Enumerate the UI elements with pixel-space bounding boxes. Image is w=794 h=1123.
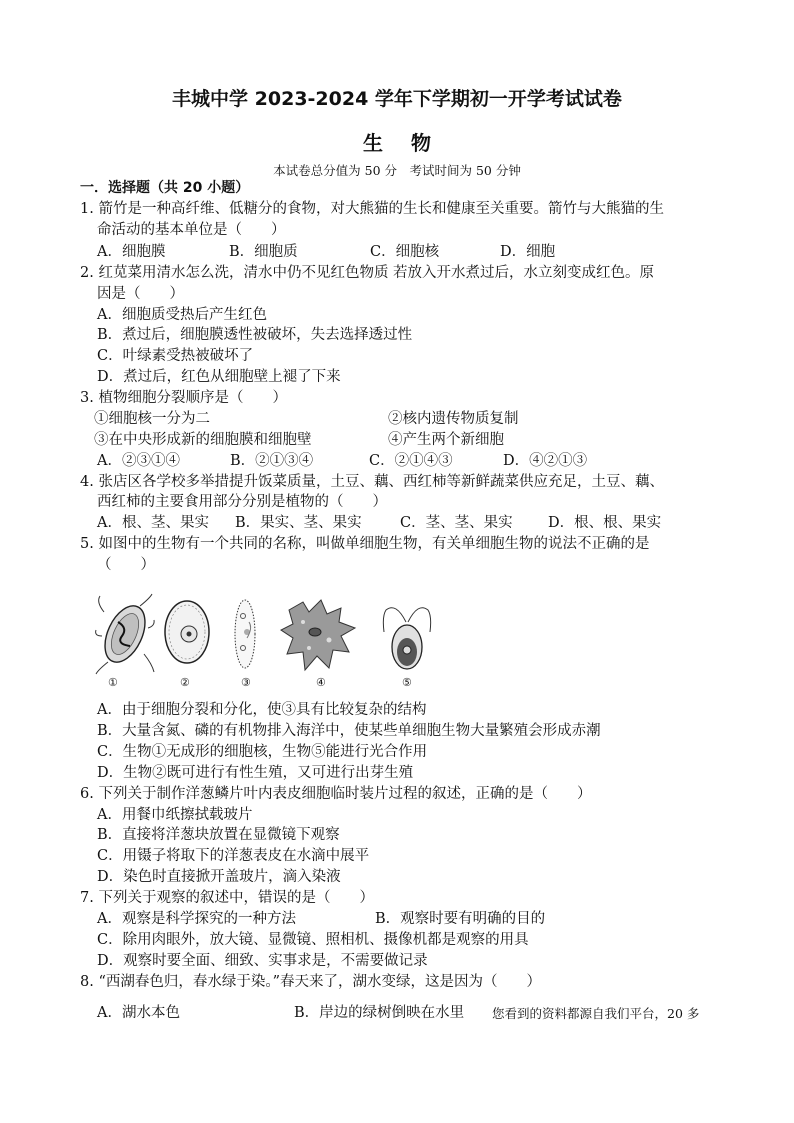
q2-option-d: D．煮过后，红色从细胞壁上褪了下来 [97, 369, 341, 385]
question-5-text: 5. 如图中的生物有一个共同的名称，叫做单细胞生物，有关单细胞生物的说法不正确的是 [80, 536, 650, 552]
q2-option-c: C．叶绿素受热被破坏了 [97, 348, 254, 364]
q3-option-c: C．②①④③ [369, 453, 453, 469]
bacterium-illustration [94, 592, 156, 676]
q7-option-a: A．观察是科学探究的一种方法 [97, 911, 296, 927]
chlamydomonas-illustration [382, 592, 432, 676]
q4-option-c: C．茎、茎、果实 [400, 515, 513, 531]
q8-option-b: B．岸边的绿树倒映在水里 [294, 1005, 465, 1021]
q6-option-c: C．用镊子将取下的洋葱表皮在水滴中展平 [97, 848, 370, 864]
q5-option-d: D．生物②既可进行有性生殖，又可进行出芽生殖 [97, 765, 414, 781]
question-1-text-cont: 命活动的基本单位是（ ） [97, 222, 286, 238]
q2-option-b: B．煮过后，细胞膜透性被破坏，失去选择透过性 [97, 327, 413, 343]
q3-option-a: A．②③①④ [97, 453, 180, 469]
q8-option-a: A．湖水本色 [97, 1005, 180, 1021]
q3-step-1: ①细胞核一分为二 [94, 411, 210, 427]
figure-label-5: ⑤ [402, 676, 412, 689]
question-5-text-cont: （ ） [97, 557, 155, 573]
q3-option-d: D．④②①③ [503, 453, 588, 469]
organisms-figure [94, 592, 434, 692]
amoeba-illustration [279, 592, 359, 676]
question-7-text: 7. 下列关于观察的叙述中，错误的是（ ） [80, 890, 374, 906]
q6-option-b: B．直接将洋葱块放置在显微镜下观察 [97, 827, 340, 843]
q3-option-b: B．②①③④ [230, 453, 314, 469]
question-4-text-cont: 西红柿的主要食用部分分别是植物的（ ） [97, 494, 387, 510]
q3-step-4: ④产生两个新细胞 [388, 432, 504, 448]
q4-option-a: A．根、茎、果实 [97, 515, 209, 531]
q3-step-2: ②核内遗传物质复制 [388, 411, 519, 427]
exam-title: 丰城中学 2023-2024 学年下学期初一开学考试试卷 [172, 88, 622, 110]
question-1-text: 1. 箭竹是一种高纤维、低糖分的食物，对大熊猫的生长和健康至关重要。箭竹与大熊猫的生 [80, 201, 664, 217]
subject-title: 生物 [363, 131, 459, 155]
q6-option-a: A．用餐巾纸擦拭载玻片 [97, 807, 253, 823]
figure-label-1: ① [108, 676, 118, 689]
q5-option-a: A．由于细胞分裂和分化，使③具有比较复杂的结构 [97, 702, 427, 718]
q2-option-a: A．细胞质受热后产生红色 [97, 307, 267, 323]
q4-option-b: B．果实、茎、果实 [235, 515, 362, 531]
question-3-text: 3. 植物细胞分裂顺序是（ ） [80, 390, 287, 406]
q1-option-a: A．细胞膜 [97, 244, 166, 260]
q7-option-d: D．观察时要全面、细致、实事求是，不需要做记录 [97, 953, 428, 969]
question-8-text: 8. “西湖春色归，春水绿于染。”春天来了，湖水变绿，这是因为（ ） [80, 974, 542, 990]
question-2-text-cont: 因是（ ） [97, 286, 184, 302]
q1-option-d: D．细胞 [500, 244, 556, 260]
figure-label-2: ② [180, 676, 190, 689]
footer-watermark-text: 您看到的资料都源自我们平台，20 多 [492, 1006, 700, 1021]
paramecium-illustration [229, 592, 261, 676]
figure-label-3: ③ [241, 676, 251, 689]
question-4-text: 4. 张店区各学校多举措提升饭菜质量，土豆、藕、西红柿等新鲜蔬菜供应充足，土豆、藕、 [80, 474, 664, 490]
figure-label-4: ④ [316, 676, 326, 689]
q7-option-b: B．观察时要有明确的目的 [375, 911, 546, 927]
yeast-illustration [162, 592, 212, 676]
question-2-text: 2. 红苋菜用清水怎么洗，清水中仍不见红色物质 若放入开水煮过后，水立刻变成红色。原 [80, 265, 655, 281]
q7-option-c: C．除用肉眼外，放大镜、显微镜、照相机、摄像机都是观察的用具 [97, 932, 529, 948]
q6-option-d: D．染色时直接掀开盖玻片，滴入染液 [97, 869, 341, 885]
q5-option-c: C．生物①无成形的细胞核，生物⑤能进行光合作用 [97, 744, 428, 760]
q3-step-3: ③在中央形成新的细胞膜和细胞壁 [94, 432, 312, 448]
section-heading: 一．选择题（共 20 小题） [80, 180, 250, 196]
q1-option-b: B．细胞质 [229, 244, 298, 260]
question-6-text: 6. 下列关于制作洋葱鳞片叶内表皮细胞临时装片过程的叙述，正确的是（ ） [80, 786, 592, 802]
q1-option-c: C．细胞核 [370, 244, 440, 260]
q4-option-d: D．根、根、果实 [548, 515, 662, 531]
exam-note: 本试卷总分值为 50 分 考试时间为 50 分钟 [273, 163, 521, 178]
q5-option-b: B．大量含氮、磷的有机物排入海洋中，使某些单细胞生物大量繁殖会形成赤潮 [97, 723, 601, 739]
